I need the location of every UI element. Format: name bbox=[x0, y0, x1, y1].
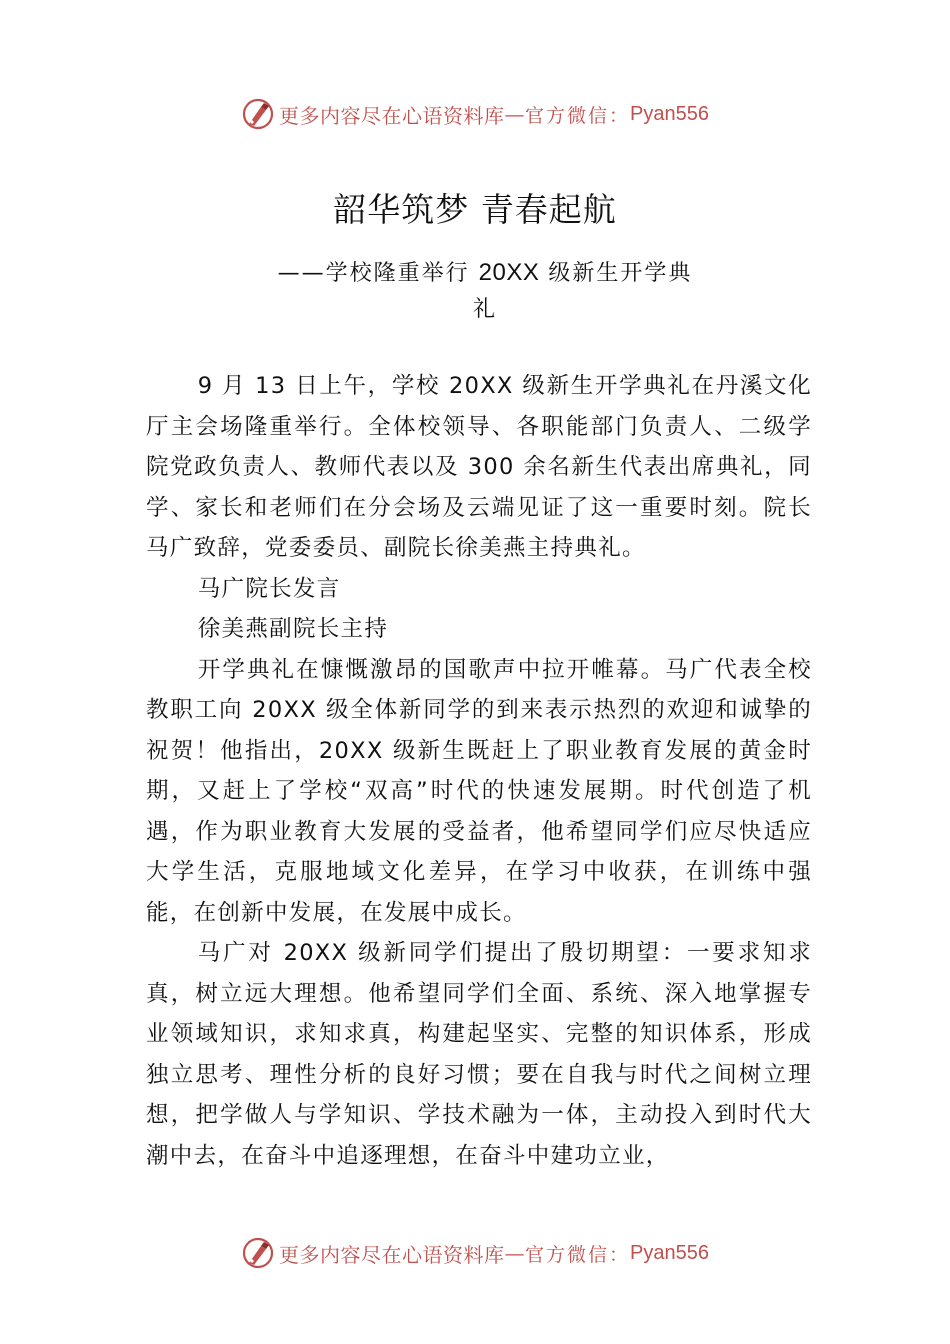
article-body bbox=[146, 366, 812, 1176]
pen-logo-icon bbox=[241, 97, 275, 131]
paragraph-expectations: 马广对 20XX 级新同学们提出了殷切期望：一要求知求真，树立远大理想。他希望同学们全面、系统、深入地掌握专业领域知识，求知求真，构建起坚实、完整的知识体系，形成独立思考、理性分析的良好习惯；要在自我与时代之间树立理想，把学做人与学知识、学技术融为一体，主动投入到时代大潮中去，在奋斗中追逐理想，在奋斗中建功立业， bbox=[146, 940, 812, 1169]
subtitle-prefix: ——学校隆重举行 bbox=[277, 261, 479, 286]
footer-watermark-banner bbox=[0, 1233, 950, 1273]
wechat-label: 官方微信： bbox=[525, 1243, 631, 1266]
subtitle-suffix: 级新生开学典礼 bbox=[472, 261, 693, 322]
pen-logo-icon bbox=[241, 1236, 275, 1270]
wechat-label: 官方微信： bbox=[525, 104, 631, 127]
header-watermark-banner bbox=[0, 94, 950, 134]
wechat-id: Pyan556 bbox=[630, 102, 709, 125]
document-subtitle bbox=[270, 255, 700, 328]
banner-separator: — bbox=[504, 102, 525, 126]
library-text: 更多内容尽在心语资料库 bbox=[279, 1242, 505, 1267]
banner-separator: — bbox=[504, 1241, 525, 1265]
paragraph-ceremony: 开学典礼在慷慨激昂的国歌声中拉开帷幕。马广代表全校教职工向 20XX 级全体新同学的到来表示热烈的欢迎和诚挚的祝贺！他指出，20XX 级新生既赶上了职业教育发展的黄金时期，又赶上了学校“双高”时代的快速发展期。时代创造了机遇，作为职业教育大发展的受益者，他希望同学们应尽快适应大学生活，克服地域文化差异，在学习中收获，在训练中强能，在创新中发展，在发展中成长。 bbox=[146, 656, 812, 926]
photo-caption-host: 徐美燕副院长主持 bbox=[197, 616, 389, 642]
library-text: 更多内容尽在心语资料库 bbox=[279, 103, 505, 128]
wechat-id: Pyan556 bbox=[630, 1241, 709, 1264]
subtitle-number: 20XX bbox=[478, 259, 540, 286]
photo-caption-president: 马广院长发言 bbox=[197, 575, 341, 602]
paragraph-opening: 9 月 13 日上午，学校 20XX 级新生开学典礼在丹溪文化厅主会场隆重举行。全体校领导、各职能部门负责人、二级学院党政负责人、教师代表以及 300 余名新生代表出席典礼，同学、家长和老师们在分会场及云端见证了这一重要时刻。院长马广致辞，党委委员、副院长徐美燕主持典礼。 bbox=[146, 373, 812, 561]
document-title: 韶华筑梦 青春起航 bbox=[333, 190, 617, 229]
